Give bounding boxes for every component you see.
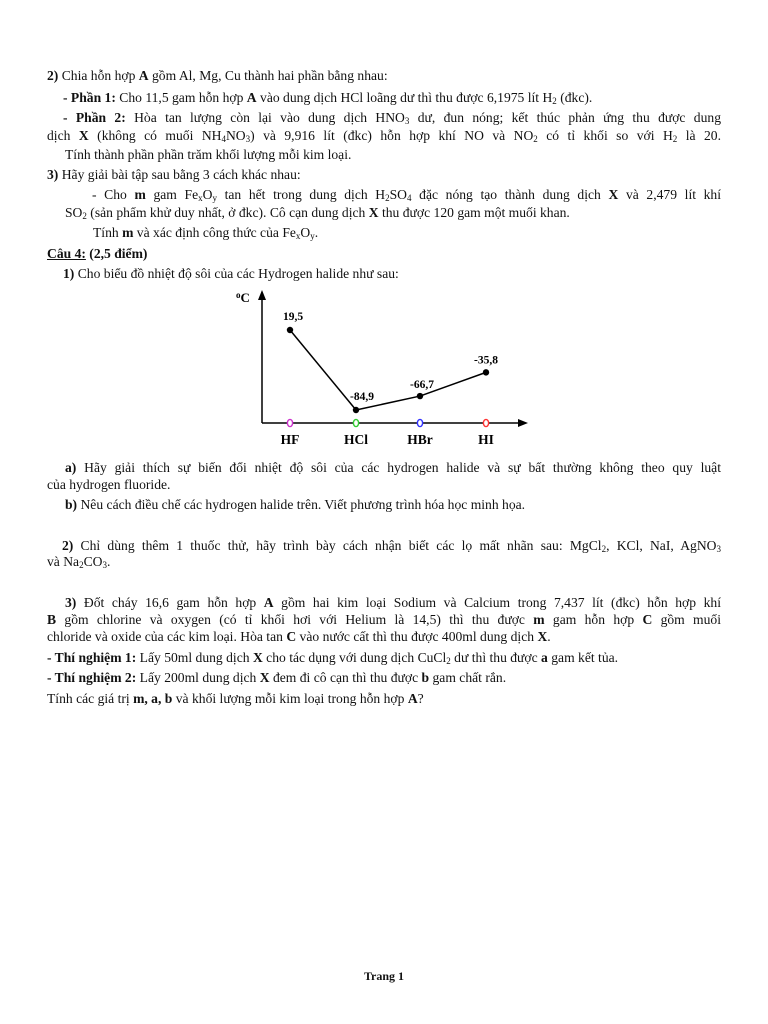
x-tick-label-hf: HF	[280, 432, 300, 447]
cau4-tn1: - Thí nghiệm 1: Lấy 50ml dung dịch X cho tác dụng với dung dịch CuCl$_2$ dư thì thu được a gam kết tủa.	[47, 650, 619, 666]
series-segment	[290, 330, 356, 410]
x-tick-marker-hf	[287, 419, 292, 426]
data-label-hf: 19,5	[283, 311, 304, 323]
q3-line2: $SO_2$ (sản phẩm khử duy nhất, ở đkc). Cô cạn dung dịch X thu được 120 gam một muối khan.	[65, 205, 570, 221]
q2-ask: Tính thành phần phần trăm khối lượng mỗi kim loại.	[65, 147, 352, 162]
q2-part2-line1: - Phần 2: Hòa tan lượng còn lại vào dung dịch $HNO_3$ dư, đun nóng; kết thúc phản ứng thu được dung	[63, 110, 721, 126]
cau4-s3-line1: 3) Đốt cháy 16,6 gam hỗn hợp A gồm hai kim loại Sodium và Calcium trong 7,437 lít (đkc) hỗn hợp khí	[65, 595, 721, 610]
data-point-hi	[483, 369, 489, 375]
q3-line1: - Cho m gam $Fe_xO_y$ tan hết trong dung dịch $H_2SO_4$ đặc nóng tạo thành dung dịch X và 2,479 lít khí	[92, 187, 722, 203]
q3-intro: 3) Hãy giải bài tập sau bằng 3 cách khác nhau:	[47, 167, 301, 182]
cau4-b: b) Nêu cách điều chế các hydrogen halide trên. Viết phương trình hóa học minh họa.	[65, 497, 526, 512]
data-point-hbr	[417, 393, 423, 399]
cau4-s2-line1: 2) Chỉ dùng thêm 1 thuốc thử, hãy trình bày cách nhận biết các lọ mất nhãn sau: MgCl$_2$, KCl, NaI, AgNO$_3$	[62, 538, 721, 554]
cau4-s3-line2: B gồm chlorine và oxygen (có tỉ khối hơi với Helium là 14,5) thì thu được m gam hỗn hợp C gồm muối	[47, 612, 722, 627]
cau4-a-line2: của hydrogen fluoride.	[47, 477, 171, 492]
x-tick-marker-hcl	[353, 419, 358, 426]
cau4-s1: 1) Cho biểu đồ nhiệt độ sôi của các Hydrogen halide như sau:	[63, 266, 399, 281]
cau4-tn2: - Thí nghiệm 2: Lấy 200ml dung dịch X đem đi cô cạn thì thu được b gam chất rắn.	[47, 670, 507, 685]
data-label-hi: -35,8	[474, 354, 498, 367]
data-label-hcl: -84,9	[350, 391, 374, 403]
x-tick-label-hi: HI	[478, 432, 494, 447]
data-label-hbr: -66,7	[410, 379, 434, 392]
q2-part2-line2: dịch X (không có muối $NH_4NO_3$) và 9,916 lít (đkc) hỗn hợp khí NO và $NO_2$ có tỉ khối so với $H_2$ là 20.	[47, 128, 722, 144]
x-axis-arrow	[518, 419, 528, 427]
boiling-point-chart	[0, 282, 768, 452]
x-tick-marker-hi	[483, 419, 488, 426]
cau4-final: Tính các giá trị m, a, b và khối lượng mỗi kim loại trong hỗn hợp A?	[47, 691, 424, 706]
x-tick-label-hbr: HBr	[407, 432, 433, 447]
x-tick-marker-hbr	[417, 419, 422, 426]
q3-line3: Tính m và xác định công thức của $Fe_xO_y$.	[93, 225, 319, 241]
data-point-hcl	[353, 407, 359, 413]
q2-part1: - Phần 1: Cho 11,5 gam hỗn hợp A vào dung dịch HCl loãng dư thì thu được 6,1975 lít $H_2$ (đkc).	[63, 90, 593, 106]
chart-lines	[290, 330, 486, 410]
y-axis-arrow	[258, 290, 266, 300]
cau4-a-line1: a) Hãy giải thích sự biến đổi nhiệt độ sôi của các hydrogen halide và sự bất thường không theo quy luật	[65, 460, 721, 475]
cau4-heading: Câu 4: (2,5 điểm)	[47, 246, 148, 261]
y-axis-label: $^o$C	[236, 290, 250, 305]
cau4-s3-line3: chloride và oxide của các kim loại. Hòa tan C vào nước cất thì thu được 400ml dung dịch X.	[47, 629, 551, 644]
cau4-s2-line2: và $Na_2CO_3$.	[47, 554, 111, 570]
q2-intro: 2) Chia hỗn hợp A gồm Al, Mg, Cu thành hai phần bằng nhau:	[47, 68, 388, 83]
data-point-hf	[287, 327, 293, 333]
chart-marks	[287, 327, 489, 427]
page-footer: Trang 1	[363, 969, 405, 983]
x-tick-label-hcl: HCl	[343, 432, 369, 447]
